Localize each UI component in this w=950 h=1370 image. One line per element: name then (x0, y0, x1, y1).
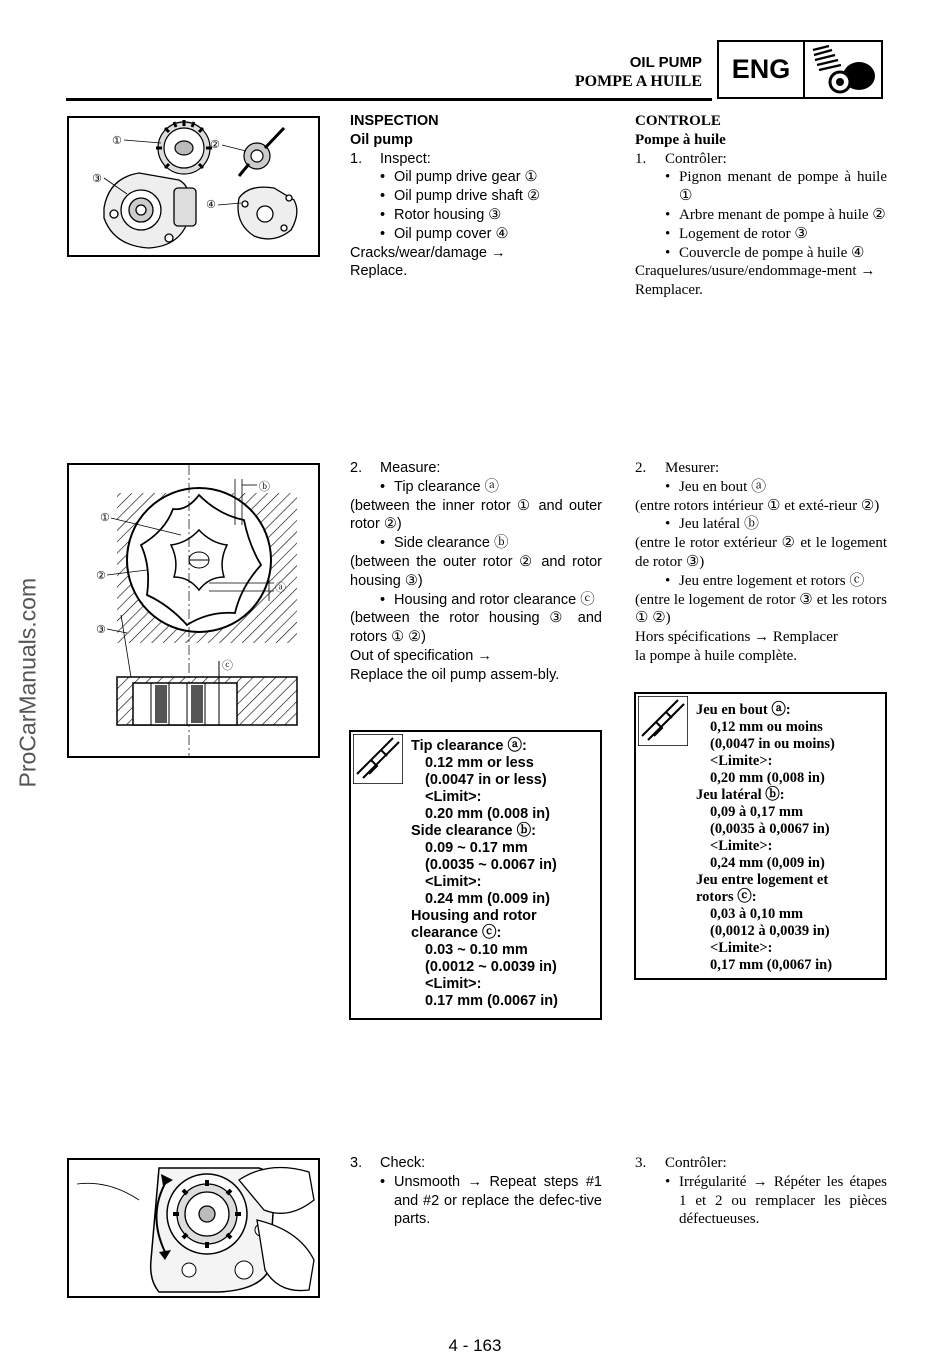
engine-icon (807, 44, 879, 101)
list-item-desc: (between the rotor housing ③ and rotors ① ②) (350, 610, 602, 646)
spec-line: Side clearance ⓑ: (411, 823, 536, 839)
spec-line: 0,12 mm ou moins (710, 719, 823, 735)
spec-line: <Limit>: (425, 874, 482, 890)
header-rule (66, 98, 712, 101)
spec-box-en (349, 730, 602, 1020)
list-item-desc: (entre le rotor extérieur ② et le logement de rotor ③) (635, 535, 887, 570)
spec-lines-en (411, 738, 558, 1010)
step-label: Contrôler: (665, 1155, 727, 1171)
result-text: Cracks/wear/damage → (350, 244, 506, 261)
step-number: 1. (635, 150, 647, 167)
caliper-icon (638, 696, 688, 751)
list-item: Pignon menant de pompe à huile ① (679, 169, 887, 205)
list-item: Irrégularité → Répéter les étapes 1 et 2 ou remplacer les pièces défectueuses. (679, 1173, 887, 1228)
spec-box-fr (634, 692, 887, 980)
rotor-clearance-diagram (69, 465, 318, 756)
figure-oil-pump-parts (67, 116, 320, 257)
step-label: Check: (380, 1155, 426, 1171)
rotation-check-illustration (69, 1160, 318, 1296)
list-item: Couvercle de pompe à huile ④ (679, 244, 865, 261)
list-item-desc: (between the inner rotor ① and outer rotor ②) (350, 497, 602, 533)
list-item: Jeu latéral ⓑ (679, 516, 759, 533)
caliper-icon (353, 734, 403, 789)
spec-line: Jeu latéral ⓑ: (696, 787, 785, 803)
spec-line: (0,0012 à 0,0039 in) (710, 923, 830, 939)
oil-pump-parts-illustration (69, 118, 318, 255)
callout-b: ⓑ (259, 480, 270, 493)
result-text: Replace the oil pump assem-bly. (350, 666, 560, 683)
spec-line: <Limite>: (710, 753, 773, 769)
spec-line: 0,20 mm (0,008 in) (710, 770, 825, 786)
callout-1: ① (112, 134, 122, 147)
spec-line: rotors ⓒ: (696, 889, 757, 905)
step-label: Contrôler: (665, 150, 727, 167)
spec-line: 0,09 à 0,17 mm (710, 804, 804, 820)
list-item: Rotor housing ③ (394, 206, 502, 223)
spec-line: 0.20 mm (0.008 in) (425, 806, 550, 822)
spec-lines-fr (696, 702, 835, 974)
result-text: Replace. (350, 263, 408, 280)
oil-pump-subheading: Oil pump (350, 131, 413, 148)
spec-line: 0.12 mm or less (425, 755, 534, 771)
list-item: Jeu en bout ⓐ (679, 478, 767, 495)
list-item-desc: (entre le logement de rotor ③ et les rotors ① ②) (635, 591, 887, 627)
side-watermark: ProCarManuals.com (14, 577, 41, 788)
spec-line: Tip clearance ⓐ: (411, 738, 527, 754)
list-item: Oil pump drive shaft ② (394, 188, 540, 205)
spec-line: 0.03 ~ 0.10 mm (425, 942, 528, 958)
spec-line: <Limit>: (425, 789, 482, 805)
section1-fr: CONTROLE Pompe à huile 1. Contrôler: • Pignon menant de pompe à huile ① • Arbre menant de pompe à huile ② • Logement de rotor ③ • Couvercle de pompe à huile ④ Craquelures/usure/endommage-ment → Remplacer. (635, 113, 887, 299)
list-item: Housing and rotor clearance ⓒ (394, 591, 595, 608)
step-number: 3. (350, 1155, 363, 1171)
controle-heading: CONTROLE (635, 113, 721, 129)
section1-en: INSPECTION Oil pump 1. Inspect: • Oil pump drive gear ① • Oil pump drive shaft ② • Rotor housing ③ • Oil pump cover ④ Cracks/wear/damage → Replace. (350, 112, 602, 281)
list-item: Oil pump drive gear ① (394, 169, 538, 186)
spec-line: <Limite>: (710, 838, 773, 854)
result-text: Hors spécifications → Remplacer (635, 629, 838, 646)
pompe-subheading: Pompe à huile (635, 131, 726, 148)
spec-line: <Limite>: (710, 940, 773, 956)
result-text: Craquelures/usure/endommage-ment → Remplacer. (635, 263, 876, 299)
spec-line: (0,0035 à 0,0067 in) (710, 821, 830, 837)
spec-line: (0.0035 ~ 0.0067 in) (425, 857, 557, 873)
list-item: Side clearance ⓑ (394, 535, 509, 552)
section-badge (717, 40, 883, 99)
step-number: 2. (350, 460, 363, 476)
callout-1: ① (100, 511, 110, 524)
spec-line: 0.09 ~ 0.17 mm (425, 840, 528, 856)
callout-4: ④ (206, 198, 216, 211)
figure-rotor-clearance (67, 463, 320, 758)
list-item: Unsmooth → Repeat steps #1 and #2 or replace the defec-tive parts. (394, 1173, 602, 1228)
spec-line: Jeu en bout ⓐ: (696, 702, 791, 718)
callout-3: ③ (96, 623, 106, 636)
spec-line: 0,17 mm (0,0067 in) (710, 957, 833, 973)
list-item-desc: (entre rotors intérieur ① et exté-rieur ②) (635, 497, 880, 514)
section2-en: 2. Measure: • Tip clearance ⓐ (between the inner rotor ① and outer rotor ②) • Side clearance ⓑ (between the outer rotor ② and rotor housing ③) • Housing and rotor clearance ⓒ (between the rotor housing ③ and rotors ① ②) Out of specification → Replace the oil pump assem-bly. (350, 460, 602, 683)
spec-line: 0,03 à 0,10 mm (710, 906, 804, 922)
callout-c: ⓒ (222, 659, 233, 672)
result-text: la pompe à huile complète. (635, 647, 798, 664)
step-number: 3. (635, 1155, 647, 1171)
step-label: Mesurer: (665, 460, 720, 476)
step-number: 2. (635, 460, 647, 476)
result-text: Out of specification → (350, 647, 492, 664)
step-number: 1. (350, 150, 363, 167)
step-label: Inspect: (380, 150, 431, 167)
list-item: Jeu entre logement et rotors ⓒ (679, 572, 865, 589)
list-item: Arbre menant de pompe à huile ② (679, 206, 886, 223)
callout-2: ② (96, 569, 106, 582)
callout-a: ⓐ (275, 581, 286, 594)
page-number: 4 - 163 (448, 1336, 502, 1355)
list-item-desc: (between the outer rotor ② and rotor housing ③) (350, 553, 602, 589)
spec-line: Housing and rotor (411, 908, 537, 924)
section2-fr: 2. Mesurer: • Jeu en bout ⓐ (entre rotors intérieur ① et exté-rieur ②) • Jeu latéral ⓑ (entre le rotor extérieur ② et le logement de rotor ③) • Jeu entre logement et rotors ⓒ (entre le logement de rotor ③ et les rotors ① ②) Hors spécifications → Remplacer la pompe à huile complète. (635, 460, 887, 664)
callout-3: ③ (92, 172, 102, 185)
list-item: Logement de rotor ③ (679, 225, 808, 242)
list-item: Tip clearance ⓐ (394, 478, 500, 495)
page-title-fr: POMPE A HUILE (574, 73, 702, 90)
spec-line: <Limit>: (425, 976, 482, 992)
spec-line: (0.0012 ~ 0.0039 in) (425, 959, 557, 975)
spec-line: clearance ⓒ: (411, 925, 502, 941)
step-label: Measure: (380, 460, 441, 476)
spec-line: 0.24 mm (0.009 in) (425, 891, 550, 907)
section3-en: 3. Check: • Unsmooth → Repeat steps #1 and #2 or replace the defec-tive parts. (350, 1155, 602, 1228)
callout-2: ② (210, 138, 220, 151)
section3-fr: 3. Contrôler: • Irrégularité → Répéter les étapes 1 et 2 ou remplacer les pièces défectueuses. (635, 1155, 887, 1228)
section-badge-label: ENG (719, 42, 805, 97)
spec-line: 0.17 mm (0.0067 in) (425, 993, 558, 1009)
figure-rotation-check (67, 1158, 320, 1298)
inspection-heading: INSPECTION (350, 113, 439, 129)
spec-line: 0,24 mm (0,009 in) (710, 855, 825, 871)
spec-line: (0,0047 in ou moins) (710, 736, 835, 752)
list-item: Oil pump cover ④ (394, 225, 509, 242)
spec-line: Jeu entre logement et (696, 872, 829, 888)
spec-line: (0.0047 in or less) (425, 772, 547, 788)
page-title-en: OIL PUMP (629, 54, 702, 71)
